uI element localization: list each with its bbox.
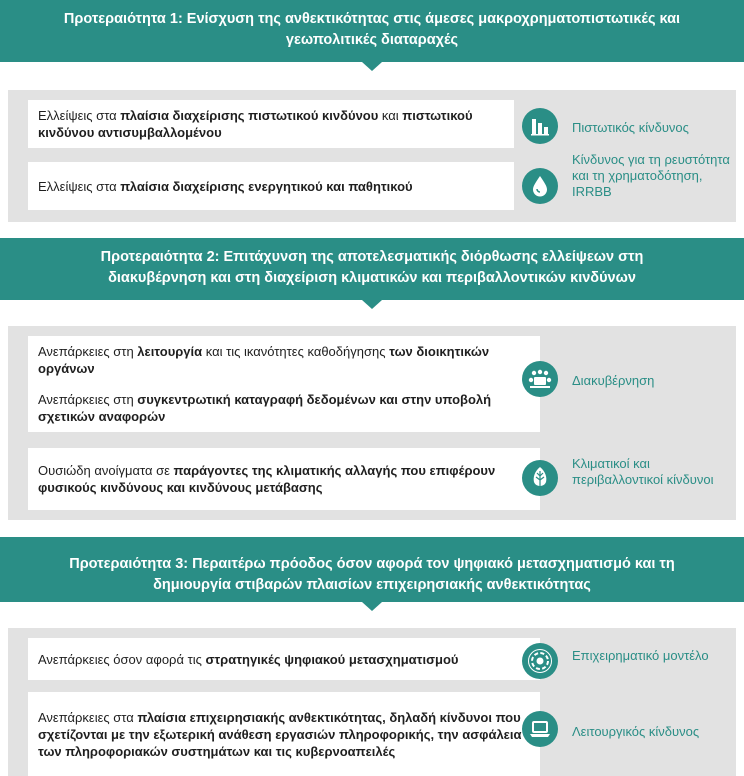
text: Ανεπάρκειες στη bbox=[38, 344, 138, 359]
risk-label-liquidity: Κίνδυνος για τη ρευστότητα και τη χρηματοδότηση, IRRBB bbox=[572, 152, 730, 199]
digital-gear-icon bbox=[522, 643, 558, 679]
priority-1-banner bbox=[0, 0, 744, 62]
emphasis: στρατηγικές ψηφιακού μετασχηματισμού bbox=[205, 651, 459, 667]
priority-1-title-line-2: γεωπολιτικές διαταραχές bbox=[285, 32, 459, 48]
text: Ελλείψεις στα bbox=[38, 178, 121, 194]
emphasis: των διοικητικών οργάνων bbox=[38, 344, 490, 376]
priority-3-title-line-2: δημιουργία στιβαρών πλαισίων επιχειρησιακής ανθεκτικότητας bbox=[153, 577, 591, 593]
text: Ουσιώδη ανοίγματα σε bbox=[38, 463, 174, 478]
priority-2-title-line-2: διακυβέρνηση και στη διαχείριση κλιματικών και περιβαλλοντικών κινδύνων bbox=[108, 270, 636, 286]
board-meeting-icon bbox=[522, 361, 558, 397]
risk-label-operational: Λειτουργικός κίνδυνος bbox=[572, 724, 700, 739]
risk-label-credit: Πιστωτικός κίνδυνος bbox=[572, 120, 689, 135]
risk-label-governance: Διακυβέρνηση bbox=[572, 373, 655, 388]
priority-2-banner bbox=[0, 238, 744, 300]
laptop-icon bbox=[522, 711, 558, 747]
finding-alm-frameworks bbox=[28, 162, 514, 210]
priority-2-panel bbox=[8, 326, 736, 520]
emphasis: πιστωτικού κινδύνου αντισυμβαλλομένου bbox=[38, 108, 473, 140]
priority-3-banner bbox=[0, 537, 744, 602]
finding-governance bbox=[28, 336, 540, 432]
priority-1-title-line-1: Προτεραιότητα 1: Ενίσχυση της ανθεκτικότητας στις άμεσες μακροχρηματοπιστωτικές και bbox=[63, 11, 681, 27]
risk-label-climate: Κλιματικοί και περιβαλλοντικοί κίνδυνοι bbox=[572, 456, 714, 487]
priority-3-title-line-1: Προτεραιότητα 3: Περαιτέρω πρόοδος όσον αφορά τον ψηφιακό μετασχηματισμό και τη bbox=[69, 556, 675, 572]
emphasis: συγκεντρωτική καταγραφή δεδομένων και στην υποβολή σχετικών αναφορών bbox=[38, 392, 492, 424]
text: και τις ικανότητες καθοδήγησης bbox=[202, 344, 390, 359]
risk-label-business-model: Επιχειρηματικό μοντέλο bbox=[572, 648, 709, 663]
finding-operational-resilience bbox=[28, 692, 540, 776]
finding-climate-exposures bbox=[28, 448, 540, 510]
text: Ελλείψεις στα bbox=[38, 108, 121, 123]
text: Ανεπάρκειες στα bbox=[38, 709, 138, 725]
finding-digital-strategies bbox=[28, 638, 540, 680]
emphasis: πλαίσια διαχείρισης πιστωτικού κινδύνου bbox=[120, 108, 379, 123]
priority-2-title-line-1: Προτεραιότητα 2: Επιτάχυνση της αποτελεσματικής διόρθωσης ελλείψεων στη bbox=[100, 249, 644, 265]
droplet-icon bbox=[522, 168, 558, 204]
emphasis: λειτουργία bbox=[137, 344, 203, 359]
leaf-icon bbox=[522, 460, 558, 496]
emphasis: πλαίσια επιχειρησιακής ανθεκτικότητας, δηλαδή κίνδυνοι που σχετίζονται με την εξωτερική ανάθεση εργασιών πληροφορικής, την ασφάλεια των πληροφοριακών συστημάτων και τις κυβερνοαπειλές bbox=[38, 709, 522, 759]
text: Ανεπάρκειες όσον αφορά τις bbox=[38, 651, 206, 667]
finding-credit-risk-frameworks bbox=[28, 100, 514, 148]
text: Ανεπάρκειες στη bbox=[38, 392, 138, 407]
bar-chart-icon bbox=[522, 108, 558, 144]
emphasis: πλαίσια διαχείρισης ενεργητικού και παθητικού bbox=[120, 178, 413, 194]
text: και bbox=[378, 108, 403, 123]
emphasis: παράγοντες της κλιματικής αλλαγής που επιφέρουν φυσικούς κινδύνους και κινδύνους μετάβασης bbox=[38, 463, 496, 495]
